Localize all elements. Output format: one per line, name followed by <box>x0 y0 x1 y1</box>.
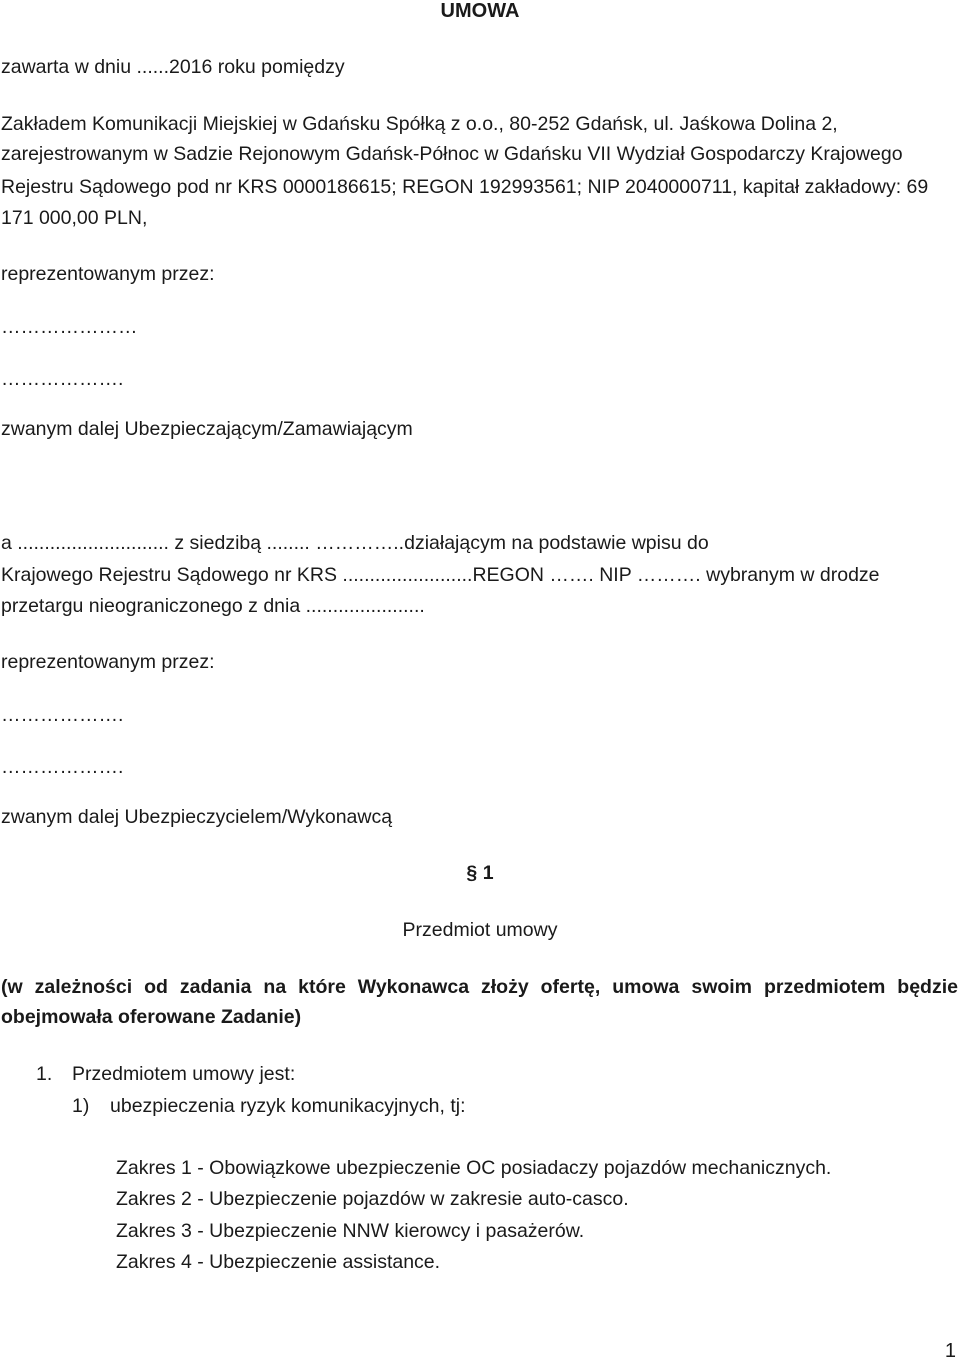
party2-line-3: przetargu nieograniczonego z dnia ...................... <box>1 595 425 617</box>
party2-representative-1: ………………. <box>1 704 124 726</box>
zakres-3: Zakres 3 - Ubezpieczenie NNW kierowcy i pasażerów. <box>116 1220 585 1242</box>
party1-line-2: zarejestrowanym w Sadzie Rejonowym Gdańsk-Północ w Gdańsku VII Wydział Gospodarczy Krajowego <box>1 143 903 165</box>
list-item-text: Przedmiotem umowy jest: <box>72 1063 296 1085</box>
party1-line-1: Zakładem Komunikacji Miejskiej w Gdańsku Spółką z o.o., 80-252 Gdańsk, ul. Jaśkowa Dolina 2, <box>1 113 838 135</box>
section-heading-number <box>0 862 960 884</box>
list-item-number: 1. <box>36 1063 53 1085</box>
party1-represented-by: reprezentowanym przez: <box>1 263 215 285</box>
party2-line-2: Krajowego Rejestru Sądowego nr KRS ........................REGON ……. NIP ………. wybranym w drodze <box>1 564 880 586</box>
zakres-1: Zakres 1 - Obowiązkowe ubezpieczenie OC posiadaczy pojazdów mechanicznych. <box>116 1157 832 1179</box>
party2-line-1: a ............................ z siedzibą ........ …………..działającym na podstawie wpisu do <box>1 532 709 554</box>
party2-called: zwanym dalej Ubezpieczycielem/Wykonawcą <box>1 806 393 828</box>
party1-representative-1: ………………… <box>1 316 138 338</box>
sublist-item-number: 1) <box>72 1095 90 1117</box>
section-symbol: § <box>466 862 478 884</box>
section-number: 1 <box>482 862 494 884</box>
party1-line-3: Rejestru Sądowego pod nr KRS 0000186615; REGON 192993561; NIP 2040000711, kapitał zakładowy: 69 <box>1 176 929 198</box>
party2-representative-2: ………………. <box>1 756 124 778</box>
party1-called: zwanym dalej Ubezpieczającym/Zamawiającym <box>1 418 413 440</box>
sublist-item-text: ubezpieczenia ryzyk komunikacyjnych, tj: <box>110 1095 466 1117</box>
section-heading: Przedmiot umowy <box>402 919 558 941</box>
party1-line-4: 171 000,00 PLN, <box>1 207 148 229</box>
page-number: 1 <box>944 1340 956 1362</box>
document-title: UMOWA <box>440 0 520 22</box>
zakres-4: Zakres 4 - Ubezpieczenie assistance. <box>116 1251 441 1273</box>
party2-represented-by: reprezentowanym przez: <box>1 651 215 673</box>
section-note: (w zależności od zadania na które Wykonawca złoży ofertę, umowa swoim przedmiotem będzie obejmowała oferowane Zadanie) <box>1 976 958 1029</box>
zakres-2: Zakres 2 - Ubezpieczenie pojazdów w zakresie auto-casco. <box>116 1188 629 1210</box>
party1-representative-2: ………………. <box>1 368 124 390</box>
date-line: zawarta w dniu ......2016 roku pomiędzy <box>1 56 345 78</box>
